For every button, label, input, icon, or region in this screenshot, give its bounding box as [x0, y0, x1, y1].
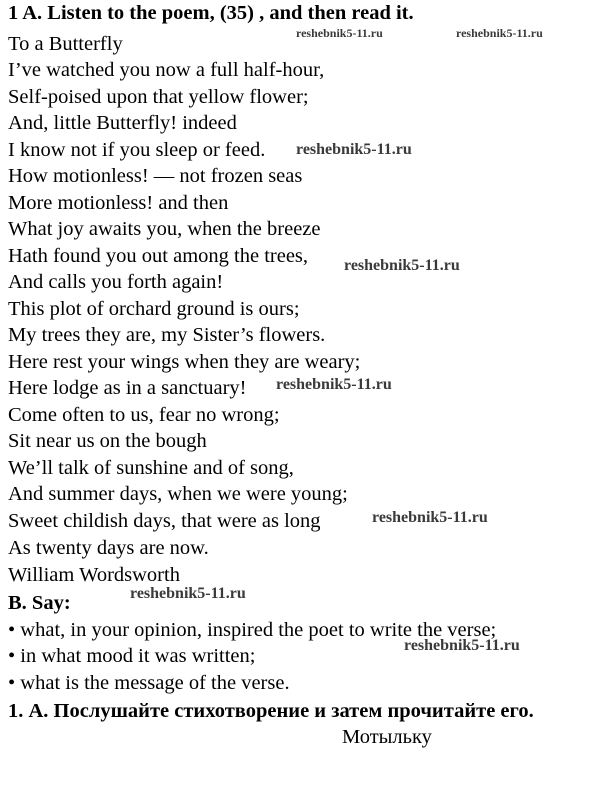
- watermark: reshebnik5-11.ru: [296, 141, 412, 158]
- poem-line: I know not if you sleep or feed.: [8, 139, 266, 161]
- translation-title: Мотыльку: [342, 726, 432, 748]
- watermark: reshebnik5-11.ru: [372, 509, 488, 526]
- poem-line: Self-poised upon that yellow flower;: [8, 86, 309, 108]
- translation-heading: 1. А. Послушайте стихотворение и затем прочитайте его.: [8, 700, 534, 722]
- watermark: reshebnik5-11.ru: [456, 26, 543, 40]
- discussion-bullet: • what is the message of the verse.: [8, 672, 290, 694]
- watermark: reshebnik5-11.ru: [130, 585, 246, 602]
- poem-line: What joy awaits you, when the breeze: [8, 218, 321, 240]
- discussion-bullet: • what, in your opinion, inspired the poet to write the verse;: [8, 619, 497, 641]
- poem-line: And summer days, when we were young;: [8, 483, 348, 505]
- poem-line: Come often to us, fear no wrong;: [8, 404, 280, 426]
- poem-line: My trees they are, my Sister’s flowers.: [8, 324, 326, 346]
- poem-line: This plot of orchard ground is ours;: [8, 298, 300, 320]
- section-b-heading: B. Say:: [8, 592, 71, 614]
- poem-line: We’ll talk of sunshine and of song,: [8, 457, 294, 479]
- poem-line: Here rest your wings when they are weary;: [8, 351, 361, 373]
- poem-line: More motionless! and then: [8, 192, 229, 214]
- poem-line: How motionless! — not frozen seas: [8, 165, 303, 187]
- poem-author: William Wordsworth: [8, 564, 180, 586]
- poem-line: Hath found you out among the trees,: [8, 245, 309, 267]
- watermark: reshebnik5-11.ru: [296, 26, 383, 40]
- discussion-bullet: • in what mood it was written;: [8, 645, 256, 667]
- exercise-heading: 1 A. Listen to the poem, (35) , and then read it.: [8, 2, 414, 24]
- poem-line: And calls you forth again!: [8, 271, 224, 293]
- poem-line: Sit near us on the bough: [8, 430, 207, 452]
- poem-line: And, little Butterfly! indeed: [8, 112, 237, 134]
- poem-line: As twenty days are now.: [8, 537, 209, 559]
- poem-line: I’ve watched you now a full half-hour,: [8, 59, 325, 81]
- poem-title: To a Butterfly: [8, 33, 123, 55]
- watermark: reshebnik5-11.ru: [344, 257, 460, 274]
- watermark: reshebnik5-11.ru: [276, 376, 392, 393]
- watermark: reshebnik5-11.ru: [404, 637, 520, 654]
- poem-line: Here lodge as in a sanctuary!: [8, 377, 247, 399]
- poem-line: Sweet childish days, that were as long: [8, 510, 321, 532]
